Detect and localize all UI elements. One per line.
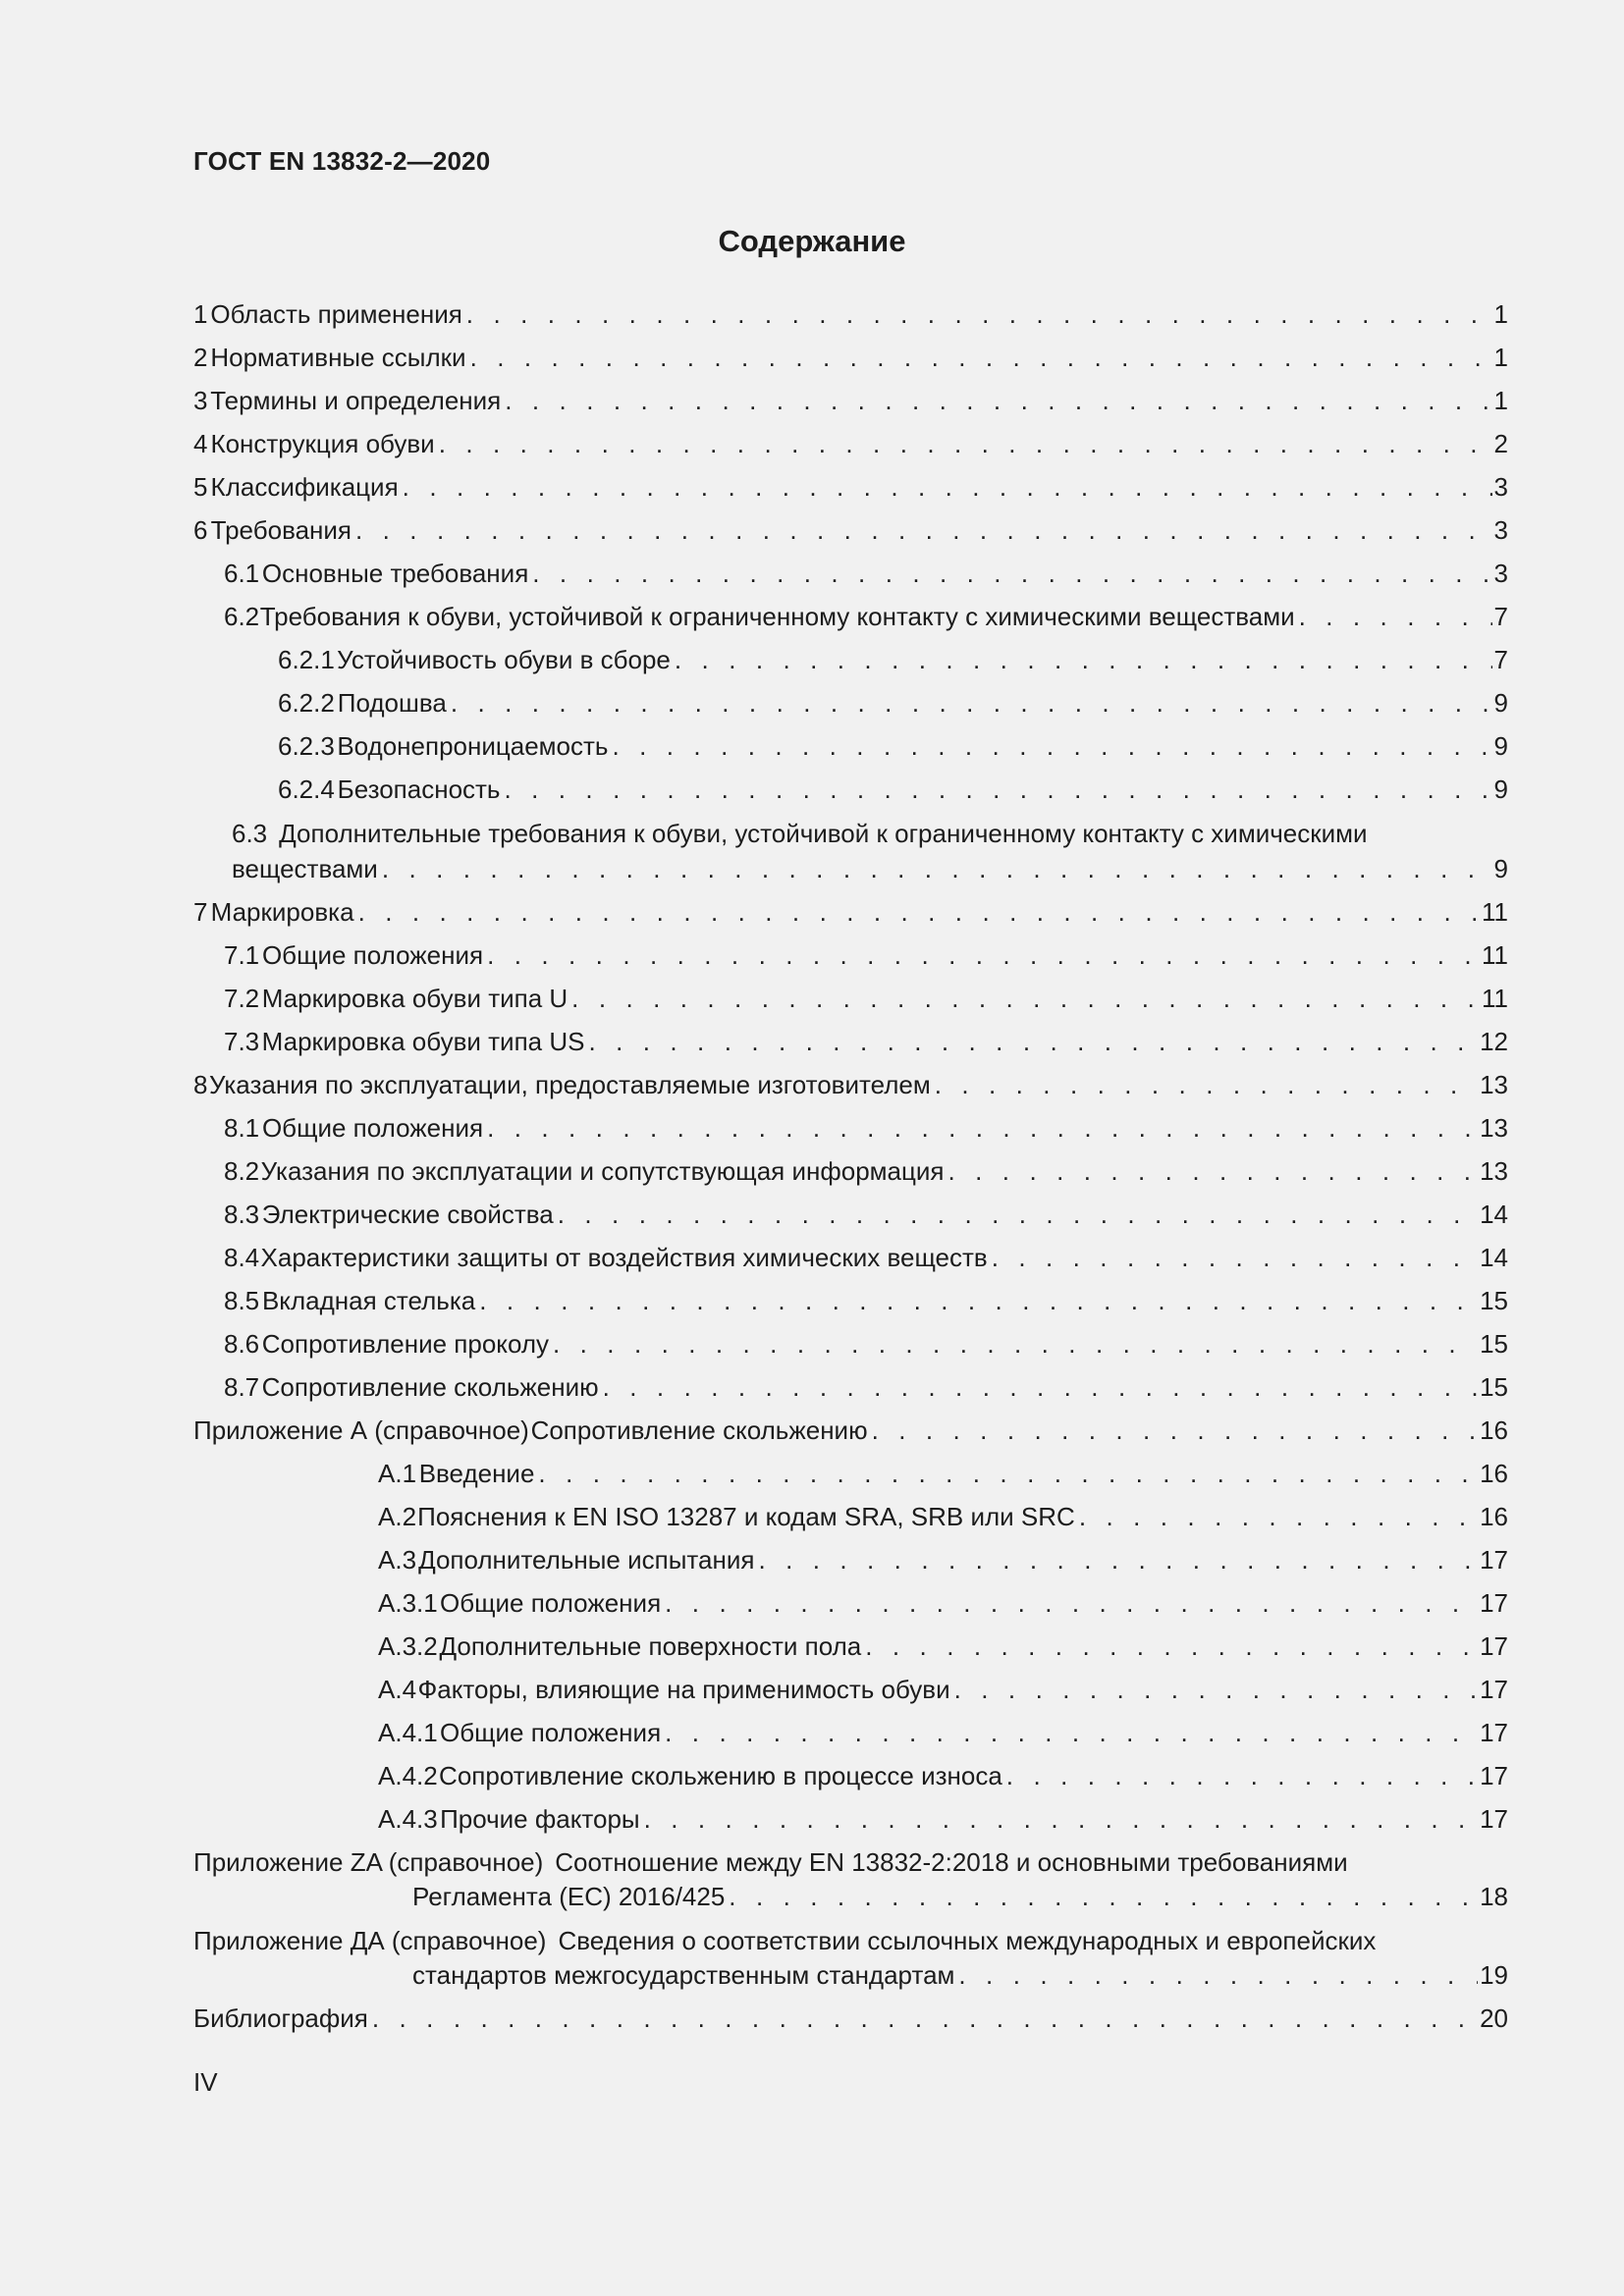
toc-entry[interactable] <box>378 1802 1508 1836</box>
toc-entry-title: Дополнительные требования к обуви, устойчивой к ограниченному контакту с химическими <box>279 819 1368 848</box>
toc-entry-title: Библиография <box>193 2003 368 2033</box>
toc-entry[interactable] <box>378 1629 1508 1663</box>
toc-entry-page: 3 <box>1493 559 1508 588</box>
dot-leader <box>588 1025 1478 1058</box>
toc-entry-number: А.4 <box>378 1675 417 1704</box>
toc-entry-number: 6 <box>193 515 208 545</box>
toc-entry-title: Устойчивость обуви в сборе <box>337 645 671 674</box>
toc-entry-number: 6.2.3 <box>278 731 335 761</box>
toc-entry-page: 14 <box>1480 1243 1508 1272</box>
toc-entry[interactable] <box>378 1543 1508 1576</box>
dot-leader <box>451 686 1492 720</box>
toc-entry-title: Маркировка <box>210 897 354 927</box>
toc-entry-number: А.1 <box>378 1459 417 1488</box>
page-title: Содержание <box>718 224 906 258</box>
toc-entry[interactable] <box>193 513 1508 547</box>
toc-entry-number: 6.2.1 <box>278 645 335 674</box>
toc-entry-number: 1 <box>193 299 208 329</box>
dot-leader <box>487 1111 1478 1145</box>
toc-entry-title: Прочие факторы <box>440 1804 640 1834</box>
toc-entry-number: 2 <box>193 343 208 372</box>
toc-entry[interactable] <box>412 1958 1508 1992</box>
toc-entry-page: 1 <box>1493 299 1508 329</box>
toc-entry-title: Сопротивление скольжению <box>530 1415 868 1445</box>
dot-leader <box>675 643 1492 676</box>
toc-entry[interactable] <box>232 852 1508 885</box>
dot-leader <box>466 297 1492 331</box>
toc-entry-page: 17 <box>1480 1631 1508 1661</box>
toc-entry-title: Общие положения <box>261 940 484 970</box>
toc-entry-number: 5 <box>193 472 208 502</box>
dot-leader <box>992 1241 1478 1274</box>
toc-entry-page: 3 <box>1493 472 1508 502</box>
toc-entry-title: Классификация <box>210 472 399 502</box>
dot-leader <box>558 1198 1478 1231</box>
toc-entry-title-continuation: стандартов межгосударственным стандартам <box>412 1960 955 1990</box>
toc-entry-title: Маркировка обуви типа US <box>261 1027 585 1056</box>
toc-entry[interactable] <box>193 297 1508 331</box>
toc-entry-page: 9 <box>1493 688 1508 718</box>
toc-entry-number: 6.2 <box>224 602 260 631</box>
toc-entry-title: Указания по эксплуатации и сопутствующая информация <box>260 1156 945 1186</box>
toc-entry-title: Дополнительные поверхности пола <box>439 1631 862 1661</box>
page-number: IV <box>193 2067 218 2097</box>
dot-leader <box>665 1586 1478 1620</box>
toc-entry-page: 2 <box>1493 429 1508 458</box>
toc-entry-number: 8.1 <box>224 1113 260 1143</box>
toc-entry-number: 6.2.2 <box>278 688 335 718</box>
toc-entry-first-line[interactable] <box>193 1924 1376 1957</box>
dot-leader <box>1299 600 1492 633</box>
dot-leader <box>865 1629 1478 1663</box>
toc-entry-page: 17 <box>1480 1718 1508 1747</box>
toc-entry-title: Дополнительные испытания <box>418 1545 755 1575</box>
toc-entry[interactable] <box>224 1198 1508 1231</box>
toc-entry-page: 16 <box>1480 1459 1508 1488</box>
toc-entry-page: 3 <box>1493 515 1508 545</box>
toc-entry-first-line[interactable] <box>232 817 1368 850</box>
toc-entry-title: Электрические свойства <box>261 1200 554 1229</box>
toc-entry[interactable] <box>278 643 1508 676</box>
toc-entry[interactable] <box>224 1370 1508 1404</box>
toc-entry-page: 19 <box>1480 1960 1508 1990</box>
toc-entry-title: Подошва <box>337 688 447 718</box>
toc-entry-number: 7.3 <box>224 1027 260 1056</box>
toc-entry-page: 9 <box>1493 774 1508 804</box>
toc-entry-title: Основные требования <box>261 559 529 588</box>
toc-entry[interactable] <box>278 729 1508 763</box>
dot-leader <box>1079 1500 1478 1533</box>
toc-entry-number: Приложение А (справочное) <box>193 1415 529 1445</box>
toc-entry-page: 17 <box>1480 1588 1508 1618</box>
toc-entry[interactable] <box>193 341 1508 374</box>
toc-entry-page: 11 <box>1482 897 1508 927</box>
toc-entry-page: 17 <box>1480 1761 1508 1790</box>
toc-entry-number: 7.2 <box>224 984 260 1013</box>
toc-entry-title: Введение <box>418 1459 535 1488</box>
toc-entry-number: 4 <box>193 429 208 458</box>
dot-leader <box>612 729 1491 763</box>
toc-entry[interactable] <box>378 1457 1508 1490</box>
dot-leader <box>439 427 1492 460</box>
toc-entry-number: 6.2.4 <box>278 774 335 804</box>
toc-entry-page: 13 <box>1480 1156 1508 1186</box>
toc-entry-title-continuation: веществами <box>232 854 378 883</box>
dot-leader <box>487 938 1480 972</box>
toc-entry-page: 17 <box>1480 1545 1508 1575</box>
toc-entry-number: 8.2 <box>224 1156 260 1186</box>
toc-entry[interactable] <box>224 1154 1508 1188</box>
toc-entry-number: 7 <box>193 897 208 927</box>
dot-leader <box>382 852 1492 885</box>
toc-entry-page: 9 <box>1493 731 1508 761</box>
toc-entry[interactable] <box>278 773 1508 806</box>
toc-entry[interactable] <box>378 1759 1508 1792</box>
toc-entry-title: Нормативные ссылки <box>210 343 466 372</box>
toc-entry-page: 1 <box>1493 386 1508 415</box>
toc-entry-number: 8.3 <box>224 1200 260 1229</box>
dot-leader <box>505 384 1491 417</box>
toc-entry[interactable] <box>224 1025 1508 1058</box>
toc-entry-title: Сопротивление скольжению <box>261 1372 599 1402</box>
toc-entry-title: Термины и определения <box>210 386 502 415</box>
toc-entry[interactable] <box>224 1241 1508 1274</box>
toc-entry[interactable] <box>224 1111 1508 1145</box>
toc-entry[interactable] <box>412 1880 1508 1913</box>
toc-entry[interactable] <box>193 2002 1508 2035</box>
toc-entry[interactable] <box>193 427 1508 460</box>
toc-entry-page: 7 <box>1493 645 1508 674</box>
toc-entry[interactable] <box>224 1284 1508 1317</box>
toc-entry-number: А.3 <box>378 1545 417 1575</box>
dot-leader <box>358 895 1480 929</box>
dot-leader <box>1006 1759 1478 1792</box>
toc-entry-title: Безопасность <box>337 774 501 804</box>
dot-leader <box>571 982 1480 1015</box>
toc-entry-number: Приложение ДА (справочное) <box>193 1926 547 1955</box>
toc-entry-title: Факторы, влияющие на применимость обуви <box>417 1675 950 1704</box>
toc-entry-title: Сопротивление проколу <box>261 1329 549 1359</box>
toc-entry[interactable] <box>193 1414 1508 1447</box>
dot-leader <box>729 1880 1478 1913</box>
toc-entry-number: А.4.3 <box>378 1804 438 1834</box>
toc-entry-page: 20 <box>1480 2003 1508 2033</box>
dot-leader <box>954 1673 1478 1706</box>
dot-leader <box>532 557 1491 590</box>
document-designation: ГОСТ EN 13832-2—2020 <box>193 146 491 176</box>
toc-entry[interactable] <box>224 1327 1508 1361</box>
dot-leader <box>538 1457 1478 1490</box>
dot-leader <box>758 1543 1478 1576</box>
toc-entry-title: Требования к обуви, устойчивой к ограниченному контакту с химическими веществами <box>259 602 1295 631</box>
dot-leader <box>958 1958 1478 1992</box>
toc-entry-title: Маркировка обуви типа U <box>261 984 568 1013</box>
toc-entry-title: Пояснения к EN ISO 13287 и кодам SRA, SRB или SRC <box>417 1502 1075 1531</box>
toc-entry-page: 11 <box>1482 940 1508 970</box>
toc-entry[interactable] <box>224 557 1508 590</box>
toc-entry-title: Конструкция обуви <box>210 429 435 458</box>
toc-entry-number: А.2 <box>378 1502 417 1531</box>
toc-entry-page: 12 <box>1480 1027 1508 1056</box>
toc-entry-title: Характеристики защиты от воздействия химических веществ <box>260 1243 988 1272</box>
toc-entry-number: 8.6 <box>224 1329 260 1359</box>
dot-leader <box>504 773 1491 806</box>
toc-entry-title: Общие положения <box>440 1588 662 1618</box>
toc-entry-page: 14 <box>1480 1200 1508 1229</box>
dot-leader <box>355 513 1492 547</box>
toc-entry-page: 16 <box>1480 1502 1508 1531</box>
toc-entry[interactable] <box>378 1586 1508 1620</box>
toc-entry[interactable] <box>193 1068 1508 1101</box>
toc-entry-number: Приложение ZA (справочное) <box>193 1847 544 1877</box>
toc-entry[interactable] <box>378 1673 1508 1706</box>
toc-entry-number: А.3.1 <box>378 1588 438 1618</box>
toc-entry[interactable] <box>224 600 1508 633</box>
toc-entry-number: А.4.2 <box>378 1761 438 1790</box>
toc-entry-page: 15 <box>1480 1329 1508 1359</box>
dot-leader <box>644 1802 1478 1836</box>
toc-entry-page: 15 <box>1480 1372 1508 1402</box>
toc-entry-title: Область применения <box>210 299 462 329</box>
toc-entry-page: 1 <box>1493 343 1508 372</box>
toc-entry[interactable] <box>193 470 1508 504</box>
toc-entry-title: Общие положения <box>261 1113 484 1143</box>
toc-entry[interactable] <box>278 686 1508 720</box>
toc-entry-number: 6.1 <box>224 559 260 588</box>
toc-entry[interactable] <box>224 938 1508 972</box>
dot-leader <box>553 1327 1478 1361</box>
toc-entry-number: А.3.2 <box>378 1631 438 1661</box>
dot-leader <box>470 341 1492 374</box>
dot-leader <box>603 1370 1478 1404</box>
toc-entry-page: 13 <box>1480 1113 1508 1143</box>
toc-entry-title: Общие положения <box>440 1718 662 1747</box>
toc-entry-page: 13 <box>1480 1070 1508 1099</box>
toc-entry-title: Требования <box>210 515 352 545</box>
dot-leader <box>935 1068 1478 1101</box>
toc-entry-number: 8 <box>193 1070 208 1099</box>
dot-leader <box>372 2002 1478 2035</box>
toc-entry-title: Соотношение между EN 13832-2:2018 и основными требованиями <box>555 1847 1348 1877</box>
toc-entry[interactable] <box>378 1500 1508 1533</box>
toc-entry[interactable] <box>193 895 1508 929</box>
toc-entry-first-line[interactable] <box>193 1845 1348 1879</box>
toc-entry-page: 16 <box>1480 1415 1508 1445</box>
toc-entry-number: 7.1 <box>224 940 260 970</box>
toc-entry-page: 18 <box>1480 1882 1508 1911</box>
toc-entry[interactable] <box>224 982 1508 1015</box>
toc-entry-page: 15 <box>1480 1286 1508 1315</box>
dot-leader <box>403 470 1492 504</box>
toc-entry-page: 17 <box>1480 1675 1508 1704</box>
toc-entry-page: 7 <box>1493 602 1508 631</box>
toc-entry[interactable] <box>378 1716 1508 1749</box>
dot-leader <box>665 1716 1478 1749</box>
toc-entry-title-continuation: Регламента (ЕС) 2016/425 <box>412 1882 726 1911</box>
toc-entry-number: 8.5 <box>224 1286 260 1315</box>
dot-leader <box>872 1414 1479 1447</box>
toc-entry-number: 8.4 <box>224 1243 260 1272</box>
toc-entry-number: 6.3 <box>232 819 268 848</box>
toc-entry-title: Сопротивление скольжению в процессе износа <box>439 1761 1002 1790</box>
toc-entry-page: 17 <box>1480 1804 1508 1834</box>
toc-entry-title: Сведения о соответствии ссылочных международных и европейских <box>558 1926 1377 1955</box>
dot-leader <box>479 1284 1478 1317</box>
toc-entry-page: 9 <box>1493 854 1508 883</box>
toc-entry-title: Вкладная стелька <box>261 1286 476 1315</box>
toc-entry-title: Водонепроницаемость <box>337 731 609 761</box>
toc-entry-number: А.4.1 <box>378 1718 438 1747</box>
toc-entry-number: 8.7 <box>224 1372 260 1402</box>
dot-leader <box>948 1154 1479 1188</box>
toc-entry-title: Указания по эксплуатации, предоставляемые изготовителем <box>209 1070 931 1099</box>
toc-entry-page: 11 <box>1482 984 1508 1013</box>
toc-entry-number: 3 <box>193 386 208 415</box>
toc-entry[interactable] <box>193 384 1508 417</box>
